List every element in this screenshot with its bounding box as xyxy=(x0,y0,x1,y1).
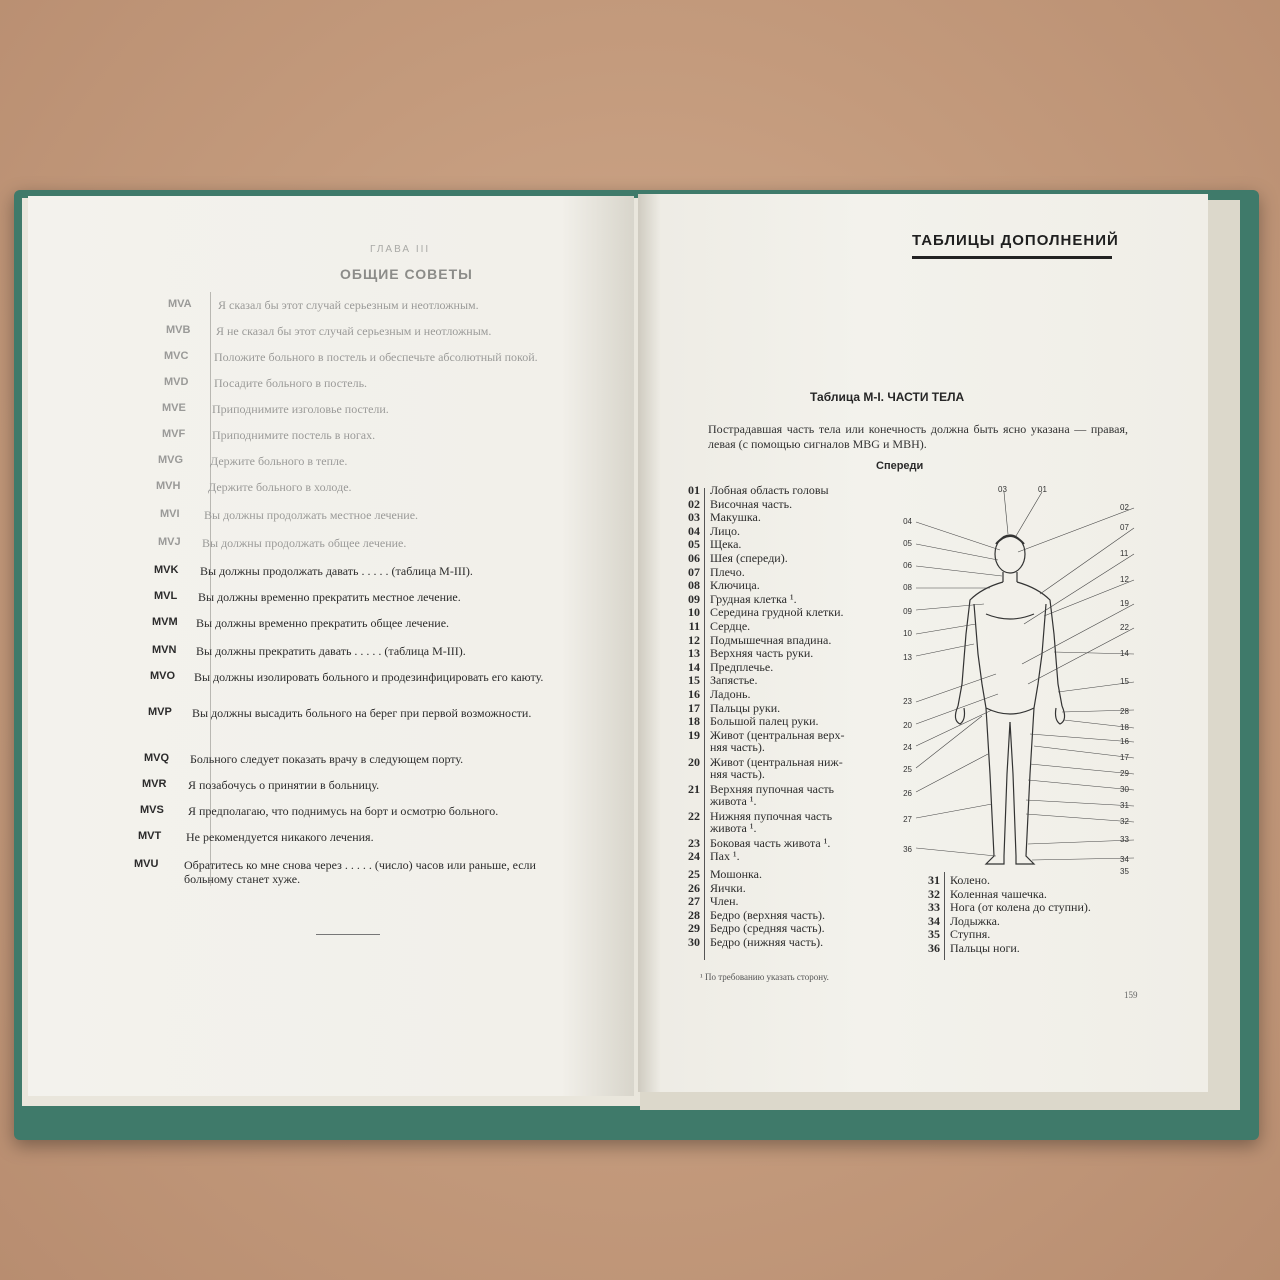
item-number: 17 xyxy=(688,700,700,715)
figure-label: 25 xyxy=(903,765,912,774)
item-number: 35 xyxy=(928,927,940,941)
signal-code: MVL xyxy=(154,590,178,602)
item-label: Плечо. xyxy=(710,564,745,579)
figure-label: 14 xyxy=(1120,649,1129,658)
footnote: ¹ По требованию указать сторону. xyxy=(700,972,829,982)
signal-text: Обратитесь ко мне снова через . . . . . (число) часов или раньше, если больному станет хуже. xyxy=(184,858,536,886)
signal-text: Положите больного в постель и обеспечьте абсолютный покой. xyxy=(214,350,538,364)
item-number: 19 xyxy=(688,727,700,742)
figure-label: 09 xyxy=(903,607,912,616)
figure-label: 24 xyxy=(903,743,912,752)
figure-label: 07 xyxy=(1120,523,1129,532)
figure-label: 34 xyxy=(1120,855,1129,864)
signal-text: Я предполагаю, что поднимусь на борт и осмотрю больного. xyxy=(188,804,499,818)
item-number: 29 xyxy=(688,921,700,936)
item-number: 08 xyxy=(688,578,700,593)
item-label: Ключица. xyxy=(710,578,760,593)
item-label: Лодыжка. xyxy=(950,913,1000,928)
signal-text: Не рекомендуется никакого лечения. xyxy=(186,830,374,844)
signal-code: MVG xyxy=(158,454,184,466)
item-number: 34 xyxy=(928,913,940,928)
signal-text: Вы должны продолжать местное лечение. xyxy=(204,508,419,522)
signal-code: MVA xyxy=(168,298,192,310)
signal-code: MVP xyxy=(148,706,172,718)
item-label-continued: няя часть). xyxy=(710,740,765,755)
figure-label: 11 xyxy=(1120,549,1129,558)
item-label: Верхняя пупочная часть xyxy=(710,781,835,796)
item-label: Сердце. xyxy=(710,619,751,633)
figure-label: 02 xyxy=(1120,503,1129,512)
signal-code: MVN xyxy=(152,644,177,656)
chapter-label: ГЛАВА III xyxy=(370,244,431,255)
intro-paragraph: Пострадавшая часть тела или конечность должна быть ясно указана — правая, левая (с помощью сигналов MBG и MBH). xyxy=(708,422,1128,451)
item-number: 04 xyxy=(688,523,700,538)
signal-code: MVD xyxy=(164,376,189,388)
signal-text: Вы должны временно прекратить местное лечение. xyxy=(198,590,461,604)
item-label: Середина грудной клетки. xyxy=(710,605,844,620)
item-number: 13 xyxy=(688,646,700,661)
item-label: Бедро (нижняя часть). xyxy=(710,935,824,949)
item-label: Яички. xyxy=(710,880,746,895)
item-label-continued: живота ¹. xyxy=(710,821,757,836)
signal-code: MVJ xyxy=(158,536,181,548)
figure-label: 19 xyxy=(1120,599,1129,608)
figure-label: 10 xyxy=(903,629,912,638)
item-label: Щека. xyxy=(710,537,742,552)
signal-text: Вы должны высадить больного на берег при первой возможности. xyxy=(192,706,532,720)
signal-code: MVQ xyxy=(144,752,170,764)
signal-code: MVH xyxy=(156,480,181,492)
figure-label: 33 xyxy=(1120,835,1129,844)
signal-text: Вы должны временно прекратить общее лечение. xyxy=(196,616,450,630)
item-number: 30 xyxy=(688,935,700,949)
signal-code: MVI xyxy=(160,508,180,520)
item-number: 07 xyxy=(688,564,700,579)
item-number: 25 xyxy=(688,867,700,881)
item-number: 33 xyxy=(928,900,940,914)
item-label: Мошонка. xyxy=(710,867,763,881)
figure-label: 36 xyxy=(903,845,912,854)
signal-text: Я сказал бы этот случай серьезным и неотложным. xyxy=(218,298,479,312)
item-number: 11 xyxy=(688,619,700,633)
signal-text: Приподнимите изголовье постели. xyxy=(212,402,389,416)
item-label: Запястье. xyxy=(710,673,758,688)
signal-code: MVK xyxy=(154,564,179,576)
item-label: Коленная чашечка. xyxy=(950,886,1047,901)
figure-label: 35 xyxy=(1120,867,1129,876)
item-label: Ладонь. xyxy=(710,687,751,701)
item-label: Пах ¹. xyxy=(710,849,740,864)
chapter-title: ОБЩИЕ СОВЕТЫ xyxy=(340,266,473,282)
figure-label: 18 xyxy=(1120,723,1129,732)
item-label: Шея (спереди). xyxy=(710,551,788,565)
page-header: ТАБЛИЦЫ ДОПОЛНЕНИЙ xyxy=(912,232,1119,249)
figure-label: 23 xyxy=(903,697,912,706)
item-number: 24 xyxy=(688,849,700,864)
figure-label: 06 xyxy=(903,561,912,570)
figure-label: 31 xyxy=(1120,801,1129,810)
table-title: Таблица М-I. ЧАСТИ ТЕЛА xyxy=(810,390,965,404)
end-rule xyxy=(316,934,380,935)
item-label: Член. xyxy=(710,894,739,909)
item-number: 02 xyxy=(688,496,700,511)
item-number: 21 xyxy=(688,781,700,796)
figure-label: 05 xyxy=(903,539,912,548)
figure-label: 27 xyxy=(903,815,912,824)
subheading: Спереди xyxy=(876,460,924,472)
figure-label: 20 xyxy=(903,721,912,730)
item-number: 16 xyxy=(688,687,700,701)
signal-code: MVM xyxy=(152,616,178,628)
signal-code: MVR xyxy=(142,778,167,790)
code-column-rule xyxy=(210,292,211,886)
item-number: 32 xyxy=(928,886,940,901)
signal-text: Я не сказал бы этот случай серьезным и неотложным. xyxy=(216,324,492,338)
header-underline xyxy=(912,256,1112,259)
item-label: Макушка. xyxy=(710,510,761,525)
figure-label: 30 xyxy=(1120,785,1129,794)
list-rule-second xyxy=(944,872,945,960)
list-rule xyxy=(704,488,705,960)
figure-label: 12 xyxy=(1120,575,1129,584)
item-label: Лобная область головы xyxy=(710,483,829,497)
signal-code: MVU xyxy=(134,858,159,870)
body-figure xyxy=(903,484,1138,876)
signal-code: MVF xyxy=(162,428,186,440)
signal-text: Я позабочусь о принятии в больницу. xyxy=(188,778,380,792)
signal-text: Вы должны изолировать больного и продезинфицировать его каюту. xyxy=(194,670,544,684)
item-number: 05 xyxy=(688,537,700,552)
figure-label: 03 xyxy=(998,485,1007,494)
signal-code: MVO xyxy=(150,670,176,682)
item-label: Большой палец руки. xyxy=(710,714,819,729)
item-number: 27 xyxy=(688,894,700,909)
page-number: 159 xyxy=(1124,990,1138,1000)
signal-text: Вы должны прекратить давать . . . . . (таблица М-III). xyxy=(196,644,466,658)
item-number: 28 xyxy=(688,907,700,922)
item-number: 31 xyxy=(928,873,940,887)
item-label: Пальцы руки. xyxy=(710,700,781,715)
figure-label: 16 xyxy=(1120,737,1129,746)
item-number: 15 xyxy=(688,673,700,688)
signal-code: MVS xyxy=(140,804,164,816)
item-label: Живот (центральная ниж- xyxy=(710,754,843,769)
item-label: Верхняя часть руки. xyxy=(710,646,814,661)
item-number: 20 xyxy=(688,754,700,769)
item-number: 14 xyxy=(688,659,700,674)
item-number: 01 xyxy=(688,483,700,497)
item-number: 10 xyxy=(688,605,700,620)
item-number: 22 xyxy=(688,808,700,823)
figure-label: 22 xyxy=(1120,623,1129,632)
item-label: Живот (центральная верх- xyxy=(710,727,845,742)
item-label-continued: няя часть). xyxy=(710,767,765,782)
figure-label: 15 xyxy=(1120,677,1129,686)
item-number: 18 xyxy=(688,714,700,729)
item-label: Нижняя пупочная часть xyxy=(710,808,833,823)
signal-code: MVE xyxy=(162,402,186,414)
item-label: Лицо. xyxy=(710,523,740,538)
item-label: Подмышечная впадина. xyxy=(710,632,832,647)
signal-text: Держите больного в холоде. xyxy=(208,480,352,494)
item-number: 09 xyxy=(688,591,700,606)
signal-text: Вы должны продолжать общее лечение. xyxy=(202,536,407,550)
item-number: 12 xyxy=(688,632,700,647)
signal-text: Больного следует показать врачу в следующем порту. xyxy=(190,752,464,766)
signal-text: Приподнимите постель в ногах. xyxy=(212,428,376,442)
item-number: 36 xyxy=(928,940,940,955)
figure-label: 29 xyxy=(1120,769,1129,778)
signal-text: Держите больного в тепле. xyxy=(210,454,348,468)
figure-label: 17 xyxy=(1120,753,1129,762)
figure-label: 04 xyxy=(903,517,912,526)
figure-label: 13 xyxy=(903,653,912,662)
item-label: Ступня. xyxy=(950,927,991,941)
item-label: Пальцы ноги. xyxy=(950,940,1020,955)
figure-label: 01 xyxy=(1038,485,1047,494)
figure-label: 26 xyxy=(903,789,912,798)
signal-text: Вы должны продолжать давать . . . . . (таблица М-III). xyxy=(200,564,473,578)
item-number: 26 xyxy=(688,880,700,895)
item-label: Боковая часть живота ¹. xyxy=(710,835,831,850)
signal-text: Посадите больного в постель. xyxy=(214,376,368,390)
item-number: 23 xyxy=(688,835,700,850)
item-label: Бедро (верхняя часть). xyxy=(710,907,825,922)
signal-code: MVC xyxy=(164,350,189,362)
item-label: Предплечье. xyxy=(710,659,774,674)
item-number: 03 xyxy=(688,510,700,525)
item-label: Височная часть. xyxy=(710,496,793,511)
signal-code: MVB xyxy=(166,324,191,336)
signal-code: MVT xyxy=(138,830,162,842)
item-label: Колено. xyxy=(950,873,990,887)
item-label: Бедро (средняя часть). xyxy=(710,921,825,936)
figure-label: 28 xyxy=(1120,707,1129,716)
item-number: 06 xyxy=(688,551,700,565)
figure-label: 32 xyxy=(1120,817,1129,826)
item-label: Нога (от колена до ступни). xyxy=(950,900,1091,914)
item-label: Грудная клетка ¹. xyxy=(710,591,797,606)
figure-label: 08 xyxy=(903,583,912,592)
item-label-continued: живота ¹. xyxy=(710,794,757,809)
